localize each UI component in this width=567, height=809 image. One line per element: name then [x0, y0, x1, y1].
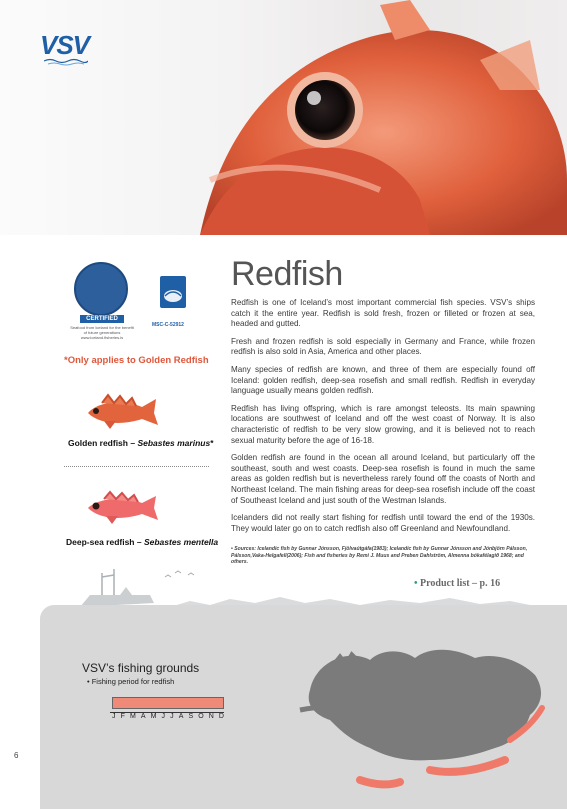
product-list-link[interactable]: • Product list – p. 16	[414, 578, 501, 589]
month-label: D	[218, 713, 224, 720]
fishing-period-legend: • Fishing period for redfish	[87, 677, 175, 686]
paragraph: Redfish is one of Iceland’s most important commercial fish species. VSV’s ships catch it the entire year. Redfish is sold fresh, frozen or filleted or frozen at sea, headed and gutted.	[231, 298, 535, 329]
month-label: J	[161, 713, 166, 720]
iceland-map	[280, 610, 567, 809]
harbor-skyline-illustration	[80, 565, 540, 610]
paragraph: Golden redfish are found in the ocean all around Iceland, but particularly off the southeast, south and west coasts. Deep-sea rosefish is found in much the same areas as golden redfish but is nevertheless rarely found off the coasts of North and Northeast Iceland. The main fishing areas for deep-sea rosefish include off the coast of Southeast Iceland and just south of the Westman Islands.	[231, 453, 535, 505]
golden-redfish-caption: Golden redfish – Sebastes marinus*	[68, 438, 214, 448]
redfish-head-photo	[180, 0, 567, 235]
month-label: S	[188, 713, 194, 720]
iceland-cert-subtext: Seafood from Iceland for the benefit of future generations www.iceland.fisheries.is	[70, 325, 134, 340]
divider	[64, 466, 209, 467]
month-label: M	[129, 713, 136, 720]
month-label: M	[150, 713, 157, 720]
month-label: F	[120, 713, 125, 720]
iceland-responsible-fisheries-icon	[74, 262, 128, 316]
golden-redfish-illustration	[84, 393, 162, 431]
month-label: A	[140, 713, 146, 720]
fishing-grounds-title: VSV’s fishing grounds	[82, 661, 200, 675]
certified-label: CERTIFIED	[80, 315, 124, 323]
article-body	[231, 298, 535, 541]
month-label: A	[178, 713, 184, 720]
month-label: J	[170, 713, 174, 720]
hero-photo	[0, 0, 567, 235]
month-label: N	[208, 713, 214, 720]
msc-ecolabel-icon	[160, 276, 186, 308]
paragraph: Fresh and frozen redfish is sold especially in Germany and France, while frozen redfish is also sold in Asia, America and other places.	[231, 336, 535, 357]
paragraph: Redfish has living offspring, which is rare amongst teleosts. Its main spawning locations are southwest of Iceland and off the west coast of Norway. It is also characteristic of redfish to be very slow growing, and it is believed not to reach sexual maturity before the age of 16-18.	[231, 403, 535, 445]
sources-footnote: • Sources: Icelandic fish by Gunnar Jónsson, Fjölvaútgáfa(1983); Icelandic fish by Gunnar Jónsson and Jónbjörn Pálsson, Pálsson,Vaka-Helgafell(2006); Fish and fisheries by Remi J. Muus and Preben Dahlström, Almenna bókafélagið 1968; and others.	[231, 546, 528, 565]
month-label: J	[112, 713, 116, 720]
page-number: 6	[14, 751, 19, 760]
logo-waves-icon	[44, 58, 88, 66]
golden-redfish-note: *Only applies to Golden Redfish	[64, 355, 209, 366]
bullet-icon: •	[414, 578, 418, 589]
paragraph: Many species of redfish are known, and three of them are especially found off Iceland: golden redfish, deep-sea rosefish and small redfish. Redfish in everyday language usually means golden redfish.	[231, 364, 535, 396]
month-label: O	[198, 713, 204, 720]
paragraph: Icelanders did not really start fishing for redfish until toward the end of the 1930s. They would later go on to catch redfish also off Greenland and Newfoundland.	[231, 513, 535, 533]
msc-code: MSC-C-52912	[152, 322, 184, 328]
deep-sea-redfish-caption: Deep-sea redfish – Sebastes mentella	[66, 537, 219, 547]
page-title: Redfish	[231, 255, 343, 293]
deep-sea-redfish-illustration	[84, 490, 162, 526]
certification-logos	[70, 262, 220, 340]
vsv-logo: VSV	[40, 30, 100, 66]
month-labels	[112, 713, 224, 720]
